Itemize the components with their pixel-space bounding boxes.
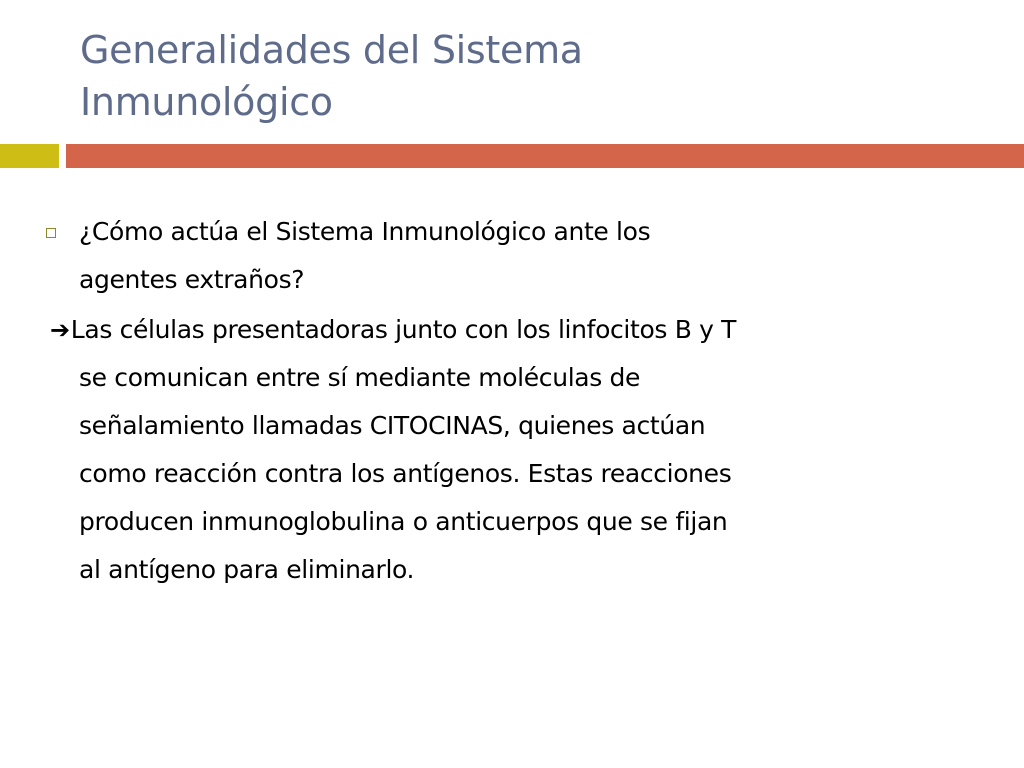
- question-line: ¿Cómo actúa el Sistema Inmunológico ante los: [79, 217, 651, 246]
- square-bullet-icon: [46, 228, 56, 238]
- answer-line: [0, 306, 1024, 354]
- slide-title: [80, 24, 980, 128]
- slide-body: [0, 208, 1024, 594]
- answer-line-text: Las células presentadoras junto con los linfocitos B y T: [70, 315, 737, 344]
- question-paragraph: [0, 208, 1024, 304]
- title-line: Generalidades del Sistema: [80, 28, 583, 72]
- answer-line: se comunican entre sí mediante moléculas de: [79, 363, 641, 392]
- title-line: Inmunológico: [80, 80, 333, 124]
- answer-line: producen inmunoglobulina o anticuerpos que se fijan: [79, 507, 728, 536]
- right-arrow-icon: ➔: [50, 316, 70, 344]
- accent-bar-right: [66, 144, 1024, 168]
- answer-line: como reacción contra los antígenos. Estas reacciones: [79, 459, 732, 488]
- answer-line: al antígeno para eliminarlo.: [79, 555, 415, 584]
- accent-bar-left: [0, 144, 59, 168]
- answer-paragraph: [0, 306, 1024, 594]
- answer-line: señalamiento llamadas CITOCINAS, quienes actúan: [79, 411, 706, 440]
- question-line: agentes extraños?: [79, 265, 305, 294]
